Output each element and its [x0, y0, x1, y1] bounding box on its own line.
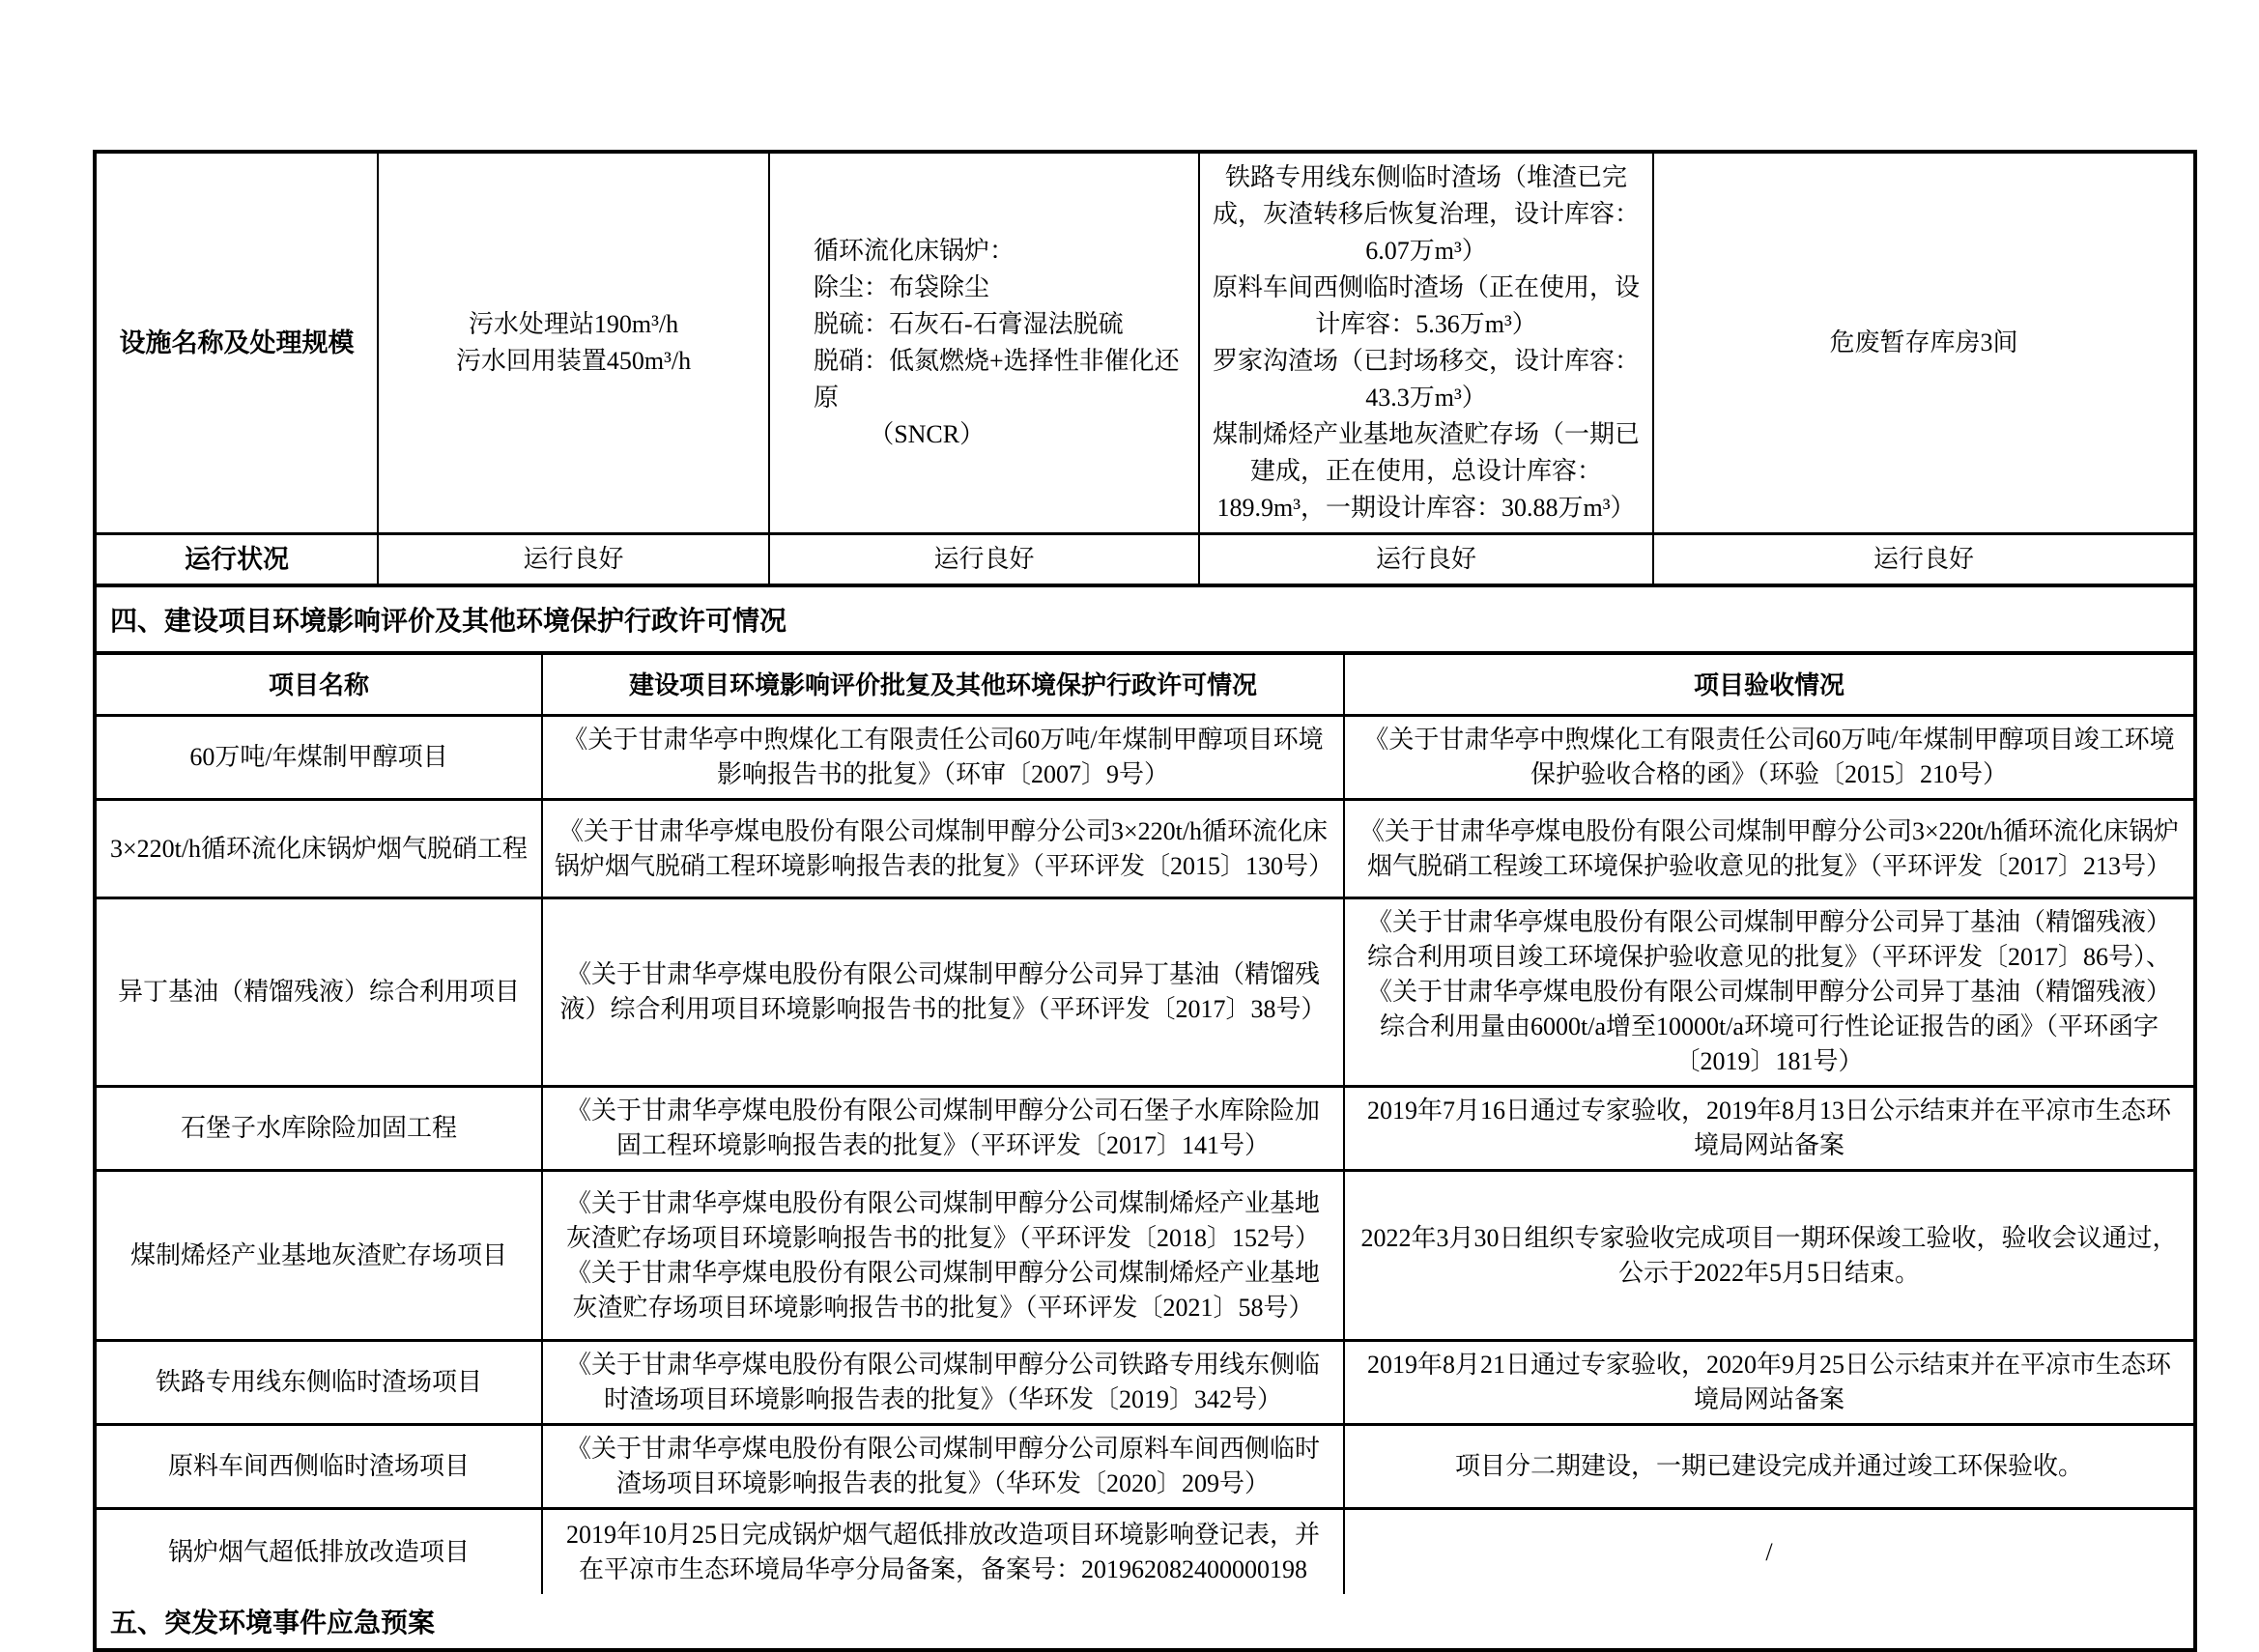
acceptance-cell: [1343, 899, 2193, 1085]
approval-doc-cell: [541, 1342, 1343, 1423]
project-name-cell: [97, 1510, 541, 1594]
approval-doc-text: 《关于甘肃华亭中煦煤化工有限责任公司60万吨/年煤制甲醇项目环境影响报告书的批复》（环审〔2007〕9号）: [562, 726, 1324, 788]
slag-yard-line: 铁路专用线东侧临时渣场（堆渣已完成，灰渣转移后恢复治理，设计库容：6.07万m³）: [1212, 163, 1640, 265]
project-name: 60万吨/年煤制甲醇项目: [189, 743, 448, 771]
approval-header-acceptance: 项目验收情况: [1343, 655, 2193, 714]
section-5-header: 五、突发环境事件应急预案: [110, 1608, 436, 1638]
acceptance-cell: [1343, 1342, 2193, 1423]
approval-row: [97, 1423, 2193, 1507]
approval-row: [97, 1085, 2193, 1169]
approval-table-header-row: [97, 655, 2193, 717]
hazardous-waste-cell: [1652, 154, 2193, 532]
project-name: 煤制烯烃产业基地灰渣贮存场项目: [129, 1240, 507, 1269]
operation-status-value: 运行良好: [768, 535, 1198, 584]
approval-doc-text: 《关于甘肃华亭煤电股份有限公司煤制甲醇分公司原料车间西侧临时渣场项目环境影响报告表的批复》（华环发〔2020〕209号）: [565, 1435, 1320, 1497]
approval-row: [97, 798, 2193, 897]
acceptance-text: 2022年3月30日组织专家验收完成项目一期环保竣工验收，验收会议通过，公示于2022年5月5日结束。: [1360, 1223, 2178, 1287]
approval-doc-cell: [541, 801, 1343, 897]
approval-header-eia-permit: 建设项目环境影响评价批复及其他环境保护行政许可情况: [541, 655, 1343, 714]
approval-row: [97, 1169, 2193, 1339]
slag-yard-line: 原料车间西侧临时渣场（正在使用，设计库容：5.36万m³）: [1212, 273, 1640, 338]
approval-table-body: [97, 717, 2193, 1594]
slag-yard-line: 煤制烯烃产业基地灰渣贮存场（一期已建成，正在使用，总设计库容：189.9m³，一期设计库容：30.88万m³）: [1212, 420, 1640, 522]
approval-doc-text: 《关于甘肃华亭煤电股份有限公司煤制甲醇分公司煤制烯烃产业基地灰渣贮存场项目环境影响报告书的批复》（平环评发〔2018〕152号）: [565, 1188, 1320, 1252]
acceptance-cell: [1343, 1172, 2193, 1339]
approval-doc-cell: [541, 1172, 1343, 1339]
approval-header-project-name: 项目名称: [268, 669, 369, 699]
approval-doc-cell: [541, 1510, 1343, 1594]
acceptance-text: 项目分二期建设，一期已建设完成并通过竣工环保验收。: [1454, 1452, 2083, 1480]
approval-row: [97, 717, 2193, 798]
section-4-header: 四、建设项目环境影响评价及其他环境保护行政许可情况: [97, 587, 2193, 655]
acceptance-cell: [1343, 1088, 2193, 1169]
operation-status-value: 运行良好: [377, 535, 768, 584]
wastewater-line: 污水处理站190m³/h: [468, 310, 679, 338]
acceptance-cell: [1343, 717, 2193, 798]
acceptance-text: /: [1765, 1537, 1773, 1566]
wastewater-treatment-cell: [377, 154, 768, 532]
approval-doc-text: 2019年10月25日完成锅炉烟气超低排放改造项目环境影响登记表，并在平凉市生态环境局华亭分局备案，备案号：201962082400000198: [565, 1520, 1320, 1583]
hazardous-waste-line: 危废暂存库房3间: [1829, 328, 2018, 356]
approval-row: [97, 1507, 2193, 1594]
approval-doc-text: 《关于甘肃华亭煤电股份有限公司煤制甲醇分公司煤制烯烃产业基地灰渣贮存场项目环境影响报告书的批复》（平环评发〔2021〕58号）: [565, 1258, 1320, 1322]
operation-status-value: 运行良好: [1652, 535, 2193, 584]
project-name-cell: [97, 1426, 541, 1507]
project-name: 锅炉烟气超低排放改造项目: [167, 1537, 470, 1566]
approval-doc-text: 《关于甘肃华亭煤电股份有限公司煤制甲醇分公司3×220t/h循环流化床锅炉烟气脱硝工程环境影响报告表的批复》（平环评发〔2015〕130号）: [555, 816, 1334, 880]
approval-doc-cell: [541, 899, 1343, 1085]
project-name: 原料车间西侧临时渣场项目: [167, 1452, 470, 1480]
project-name-cell: [97, 1088, 541, 1169]
acceptance-cell: [1343, 1426, 2193, 1507]
project-name-cell: [97, 717, 541, 798]
project-name: 异丁基油（精馏残液）综合利用项目: [117, 978, 520, 1006]
acceptance-text: 2019年7月16日通过专家验收，2019年8月13日公示结束并在平凉市生态环境局网站备案: [1366, 1097, 2171, 1159]
boiler-line: 脱硫：石灰石-石膏湿法脱硫: [814, 310, 1124, 338]
approval-doc-cell: [541, 717, 1343, 798]
project-name: 铁路专用线东侧临时渣场项目: [155, 1368, 482, 1396]
boiler-line: 循环流化床锅炉：: [814, 237, 1015, 265]
slag-yard-line: 罗家沟渣场（已封场移交，设计库容：43.3万m³）: [1212, 347, 1640, 412]
project-name-cell: [97, 801, 541, 897]
approval-doc-text: 《关于甘肃华亭煤电股份有限公司煤制甲醇分公司铁路专用线东侧临时渣场项目环境影响报告表的批复》（华环发〔2019〕342号）: [565, 1351, 1320, 1413]
wastewater-line: 污水回用装置450m³/h: [455, 347, 692, 375]
operation-status-value: 运行良好: [1198, 535, 1652, 584]
approval-row: [97, 1339, 2193, 1423]
project-name: 石堡子水库除险加固工程: [180, 1114, 457, 1142]
approval-doc-text: 《关于甘肃华亭煤电股份有限公司煤制甲醇分公司异丁基油（精馏残液）综合利用项目环境影响报告书的批复》（平环评发〔2017〕38号）: [559, 960, 1327, 1023]
project-name-cell: [97, 1172, 541, 1339]
approval-doc-cell: [541, 1088, 1343, 1169]
environmental-report-table: [93, 150, 2197, 1652]
operation-status-label: 运行状况: [185, 545, 289, 574]
acceptance-text: 2019年8月21日通过专家验收，2020年9月25日公示结束并在平凉市生态环境局网站备案: [1366, 1351, 2171, 1413]
boiler-line: （SNCR）: [869, 420, 986, 448]
facility-name-scale-label: 设施名称及处理规模: [119, 328, 355, 357]
project-name-cell: [97, 1342, 541, 1423]
approval-doc-text: 《关于甘肃华亭煤电股份有限公司煤制甲醇分公司石堡子水库除险加固工程环境影响报告表的批复》（平环评发〔2017〕141号）: [565, 1097, 1320, 1159]
acceptance-text: 《关于甘肃华亭煤电股份有限公司煤制甲醇分公司异丁基油（精馏残液）综合利用项目竣工环境保护验收意见的批复》（平环评发〔2017〕86号）、《关于甘肃华亭煤电股份有限公司煤制甲醇分公司异丁基油（精馏残液）综合利用量由6000t/a增至10000t/a环境可行性论证报告的函》（平环函字〔2019〕181号）: [1366, 908, 2171, 1075]
operation-status-row: [97, 535, 2193, 587]
acceptance-text: 《关于甘肃华亭中煦煤化工有限责任公司60万吨/年煤制甲醇项目竣工环境保护验收合格的函》（环验〔2015〕210号）: [1363, 726, 2175, 788]
acceptance-cell: [1343, 801, 2193, 897]
boiler-flue-gas-cell: [768, 154, 1198, 532]
approval-doc-cell: [541, 1426, 1343, 1507]
boiler-line: 脱硝：低氮燃烧+选择性非催化还原: [814, 347, 1180, 412]
facility-row: [97, 154, 2193, 535]
acceptance-text: 《关于甘肃华亭煤电股份有限公司煤制甲醇分公司3×220t/h循环流化床锅炉烟气脱硝工程竣工环境保护验收意见的批复》（平环评发〔2017〕213号）: [1358, 816, 2180, 880]
acceptance-cell: [1343, 1510, 2193, 1594]
boiler-line: 除尘：布袋除尘: [814, 273, 990, 301]
project-name: 3×220t/h循环流化床锅炉烟气脱硝工程: [109, 834, 529, 863]
approval-row: [97, 897, 2193, 1085]
slag-yard-cell: [1198, 154, 1652, 532]
project-name-cell: [97, 899, 541, 1085]
